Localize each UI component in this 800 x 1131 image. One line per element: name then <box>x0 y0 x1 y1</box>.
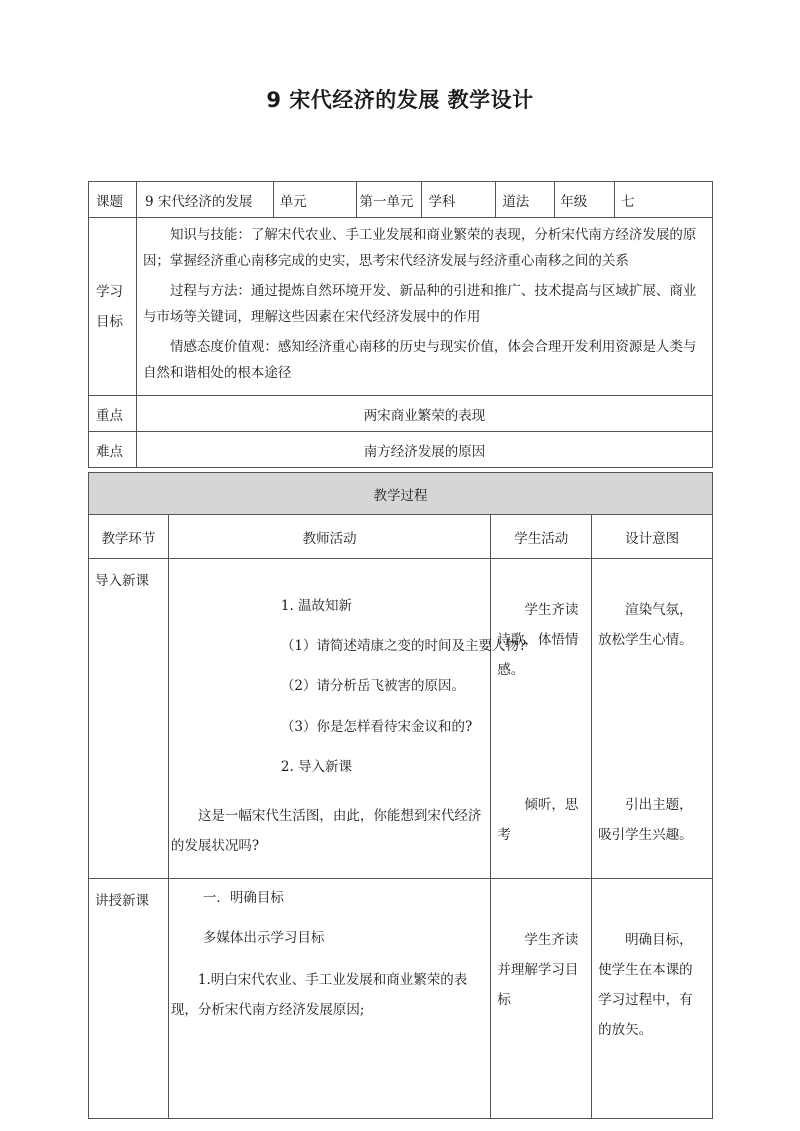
stage-cell: 讲授新课 <box>89 879 169 1119</box>
teacher-line: 多媒体出示学习目标 <box>202 930 325 946</box>
key-point-row <box>89 396 713 432</box>
key-point-value: 两宋商业繁荣的表现 <box>136 396 712 432</box>
subject-label: 学科 <box>422 182 496 218</box>
info-table <box>88 181 713 468</box>
student-line: 学生齐读诗歌，体悟情感。 <box>497 602 579 678</box>
difficult-point-value: 南方经济发展的原因 <box>136 432 712 468</box>
teacher-paragraph: 1.明白宋代农业、手工业发展和商业繁荣的表现，分析宋代南方经济发展原因; <box>170 972 468 1018</box>
key-point-label: 重点 <box>89 396 137 432</box>
table-row <box>89 879 713 1119</box>
column-intent: 设计意图 <box>592 515 713 559</box>
difficult-point-row <box>89 432 713 468</box>
goals-row <box>89 218 713 396</box>
stage-cell: 导入新课 <box>89 559 169 879</box>
intent-cell <box>592 879 713 1119</box>
topic-label: 课题 <box>89 182 137 218</box>
difficult-point-label: 难点 <box>89 432 137 468</box>
teacher-paragraph: 这是一幅宋代生活图，由此，你能想到宋代经济的发展状况吗? <box>170 808 482 854</box>
teacher-line: 一．明确目标 <box>202 890 284 906</box>
teacher-line: 2. 导入新课 <box>280 759 353 775</box>
teacher-line: 1. 温故知新 <box>280 598 353 614</box>
unit-label: 单元 <box>273 182 356 218</box>
goal-knowledge: 知识与技能：了解宋代农业、手工业发展和商业繁荣的表现，分析宋代南方经济发展的原因；掌握经济重心南移完成的史实，思考宋代经济发展与经济重心南移之间的关系 <box>142 227 697 269</box>
column-teacher: 教师活动 <box>168 515 490 559</box>
subject-value: 道法 <box>496 182 555 218</box>
student-line: 学生齐读并理解学习目标 <box>497 932 579 1008</box>
grade-label: 年级 <box>555 182 615 218</box>
student-cell <box>491 879 592 1119</box>
goal-process: 过程与方法：通过提炼自然环境开发、新品种的引进和推广、技术提高与区域扩展、商业与市场等关键词，理解这些因素在宋代经济发展中的作用 <box>142 283 697 325</box>
intent-line: 渲染气氛，放松学生心情。 <box>598 602 693 648</box>
teacher-line: （2）请分析岳飞被害的原因。 <box>280 678 465 694</box>
goals-label-line2: 目标 <box>96 313 123 330</box>
goal-emotion: 情感态度价值观：感知经济重心南移的历史与现实价值，体会合理开发利用资源是人类与自然和谐相处的根本途径 <box>142 339 697 381</box>
teacher-line: （1）请简述靖康之变的时间及主要人物? <box>280 638 527 654</box>
teacher-line: （3）你是怎样看待宋金议和的? <box>280 719 473 735</box>
student-line: 倾听，思考 <box>497 797 579 843</box>
goals-label-line1: 学习 <box>96 283 123 300</box>
goals-label <box>89 218 137 396</box>
student-cell <box>491 559 592 879</box>
unit-value: 第一单元 <box>356 182 422 218</box>
intent-line: 引出主题，吸引学生兴趣。 <box>598 797 693 843</box>
intent-cell <box>592 559 713 879</box>
info-row <box>89 182 713 218</box>
topic-value: 9 宋代经济的发展 <box>136 182 273 218</box>
goals-content <box>136 218 712 396</box>
process-columns <box>89 515 713 559</box>
teacher-cell <box>168 559 527 879</box>
column-student: 学生活动 <box>491 515 592 559</box>
page-title: 9 宋代经济的发展 教学设计 <box>266 88 534 112</box>
table-row <box>89 559 713 879</box>
process-header: 教学过程 <box>89 473 713 515</box>
intent-line: 明确目标，使学生在本课的学习过程中，有的放矢。 <box>598 932 693 1038</box>
process-table <box>88 472 713 1119</box>
grade-value: 七 <box>615 182 713 218</box>
column-stage: 教学环节 <box>89 515 169 559</box>
teacher-cell <box>168 879 490 1119</box>
